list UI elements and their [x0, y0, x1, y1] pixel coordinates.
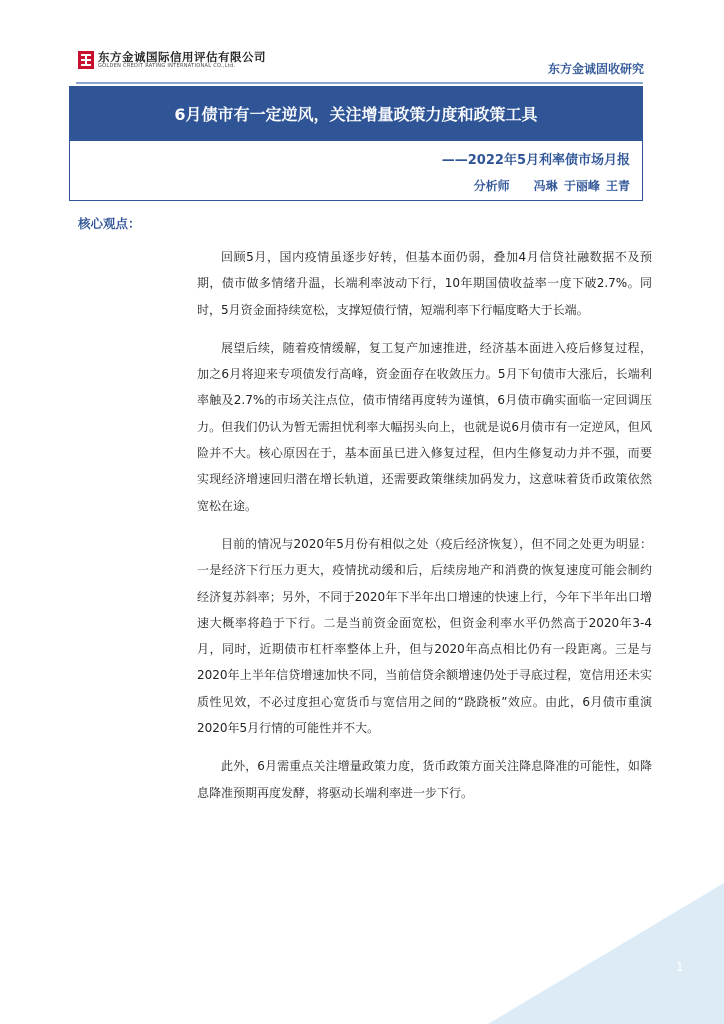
- body-content: [197, 244, 652, 818]
- subtitle-box: [69, 141, 643, 201]
- company-name-en: GOLDEN CREDIT RATING INTERNATIONAL CO.,Ltd.: [98, 63, 236, 69]
- header-rule: [76, 82, 643, 84]
- page-number: 1: [676, 960, 684, 974]
- paragraph-policy: 此外，6月需重点关注增量政策力度，货币政策方面关注降息降准的可能性，如降息降准预期再度发酵，将驱动长端利率进一步下行。: [197, 759, 652, 800]
- brand-label: 东方金诚固收研究: [547, 62, 644, 76]
- paragraph-review: 回顾5月，国内疫情虽逐步好转，但基本面仍弱，叠加4月信贷社融数据不及预期，债市做多情绪升温，长端利率波动下行，10年期国债收益率一度下破2.7%。同时，5月资金面持续宽松，支撑短债行情，短端利率下行幅度略大于长端。: [197, 250, 652, 317]
- company-name-cn: 东方金诚国际信用评估有限公司: [98, 50, 266, 64]
- company-logo: [78, 47, 308, 73]
- paragraph-comparison: 目前的情况与2020年5月份有相似之处（疫后经济恢复），但不同之处更为明显：一是经济下行压力更大，疫情扰动缓和后，后续房地产和消费的恢复速度可能会制约经济复苏斜率；另外，不同于2020年下半年出口增速的快速上行，今年下半年出口增速大概率将趋于下行。二是当前资金面宽松，但资金利率水平仍然高于2020年3-4月，同时，近期债市杠杆率整体上升，但与2020年高点相比仍有一段距离。三是与2020年上半年信贷增速加快不同，当前信贷余额增速仍处于寻底过程，宽信用还未实质性见效，不必过度担心宽货币与宽信用之间的“跷跷板”效应。由此，6月债市重演2020年5月行情的可能性并不大。: [197, 536, 652, 736]
- paragraph-outlook: 展望后续，随着疫情缓解，复工复产加速推进，经济基本面进入疫后修复过程，加之6月将迎来专项债发行高峰，资金面存在收敛压力。5月下旬债市大涨后，长端利率触及2.7%的市场关注点位，债市情绪再度转为谨慎，6月债市确实面临一定回调压力。但我们仍认为暂无需担忧利率大幅拐头向上，也就是说6月债市有一定逆风，但风险并不大。核心原因在于，基本面虽已进入修复过程，但内生修复动力并不强，而要实现经济增速回归潜在增长轨道，还需要政策继续加码发力，这意味着货币政策依然宽松在途。: [197, 340, 652, 513]
- analysts-line: 分析师 冯琳 于丽峰 王青: [473, 179, 630, 193]
- logo-mark-icon: [78, 51, 94, 69]
- core-views-heading: 核心观点：: [78, 216, 141, 231]
- title-bar: [69, 86, 643, 141]
- page-title: 6月债市有一定逆风，关注增量政策力度和政策工具: [174, 105, 538, 124]
- report-subtitle: ——2022年5月利率债市场月报: [441, 153, 630, 168]
